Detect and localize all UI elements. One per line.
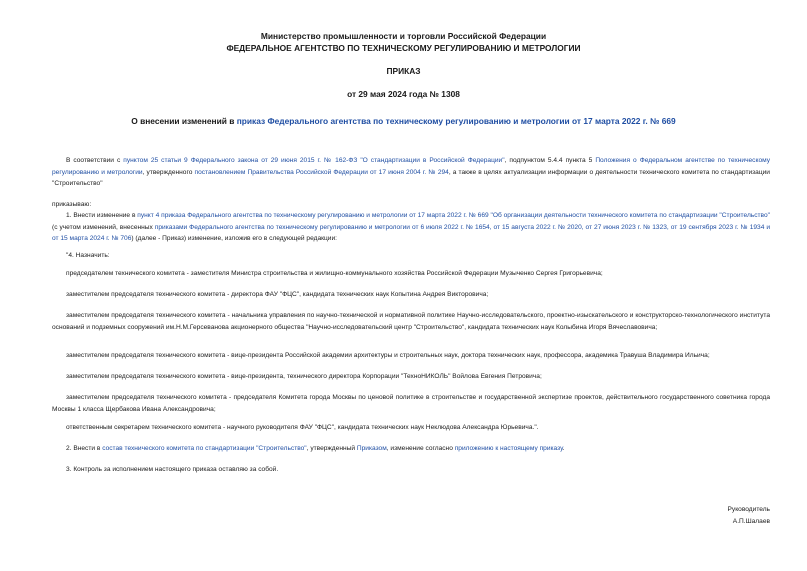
preamble xyxy=(52,155,770,190)
subject-prefix: О внесении изменений в xyxy=(131,116,237,126)
item-1 xyxy=(52,210,770,245)
item2-text: , утвержденный xyxy=(306,445,357,452)
appointee-text: председателем технического комитета - заместителя Министра строительства и жилищно-коммунального хозяйства Российской Федерации Музыченко Сергея Григорьевича; xyxy=(66,270,603,277)
document-subject xyxy=(0,116,807,126)
appointee-text: заместителем председателя технического комитета - начальника управления по научно-технической и нормативной политике Научно-исследовательского, проектно-изыскательского и конструкторско-технологического института оснований и подземных сооружений им.Н.М.Герсеванова акционерного общества "Научно-исследовательский центр "Строительство", кандидата технических наук Колыбина Игоря Вячеславовича; xyxy=(52,312,770,331)
appointee-text: заместителем председателя технического комитета - директора ФАУ "ФЦС", кандидата технических наук Копытина Андрея Викторовича; xyxy=(66,291,489,298)
preamble-text: , утвержденного xyxy=(142,168,195,176)
appointee-text: заместителем председателя технического комитета - вице-президента Российской академии архитектуры и строительных наук, доктора технических наук, профессора, академика Травуша Владимира Ильича; xyxy=(66,352,710,359)
item2-text: . xyxy=(562,445,565,452)
item1-amendments-link[interactable]: приказами Федерального агентства по техническому регулированию и метрологии от 6 июля 2022 г. № 1654, от 15 августа 2022 г. № 2020, от 27 июня 2023 г. № 1323, от 19 сентября 2023 г. № 1934 и от 15 марта 2024 г. № 706 xyxy=(52,223,771,243)
law-link[interactable]: пунктом 25 статьи 9 Федерального закона от 29 июня 2015 г. № 162-ФЗ "О стандартизации в Российской Федерации" xyxy=(123,157,505,164)
item-2 xyxy=(52,443,770,455)
item1-order-link[interactable]: пункт 4 приказа Федерального агентства по техническому регулированию и метрологии от 17 марта 2022 г. № 669 "Об организации деятельности технического комитета по стандартизации "Строительство" xyxy=(137,212,770,219)
appointee-4 xyxy=(52,350,770,362)
committee-composition-link[interactable]: состав технического комитета по стандартизации "Строительство" xyxy=(102,445,307,452)
document-date: от 29 мая 2024 года № 1308 xyxy=(347,89,460,99)
signature-block xyxy=(728,504,770,527)
appointee-3 xyxy=(52,310,770,333)
item3-text: 3. Контроль за исполнением настоящего приказа оставляю за собой. xyxy=(66,466,279,473)
government-decree-link[interactable]: постановлением Правительства Российской Федерации от 17 июня 2004 г. № 294 xyxy=(194,168,449,176)
signer-name: А.П.Шалаев xyxy=(732,517,770,525)
signer-position: Руководитель xyxy=(727,506,770,513)
appointee-6 xyxy=(52,392,770,415)
appointee-7 xyxy=(52,422,770,434)
preamble-text: , подпунктом 5.4.4 пункта 5 xyxy=(504,157,596,164)
point-4-title xyxy=(52,250,770,262)
appointee-5 xyxy=(52,371,770,383)
item2-text: 2. Внести в xyxy=(66,445,103,452)
item1-text: 1. Внести изменение в xyxy=(66,212,138,219)
appointee-1 xyxy=(52,268,770,280)
regulation-link[interactable]: Положения о Федеральном агентстве по техническому регулированию и метрологии xyxy=(52,157,771,176)
item2-text: , изменение согласно xyxy=(386,445,455,452)
appointee-text: заместителем председателя технического комитета - вице-президента, технического директора Корпорации "ТехноНИКОЛЬ" Войлова Евгения Петровича; xyxy=(66,373,542,380)
item1-text: ) (далее - Приказ) изменение, изложив его в следующей редакции: xyxy=(131,235,337,243)
point-4-title-text: "4. Назначить: xyxy=(66,252,110,259)
preamble-text: , а также в целях актуализации информации о деятельности технического комитета по стандартизации "Строительство" xyxy=(52,168,770,188)
agency-name: ФЕДЕРАЛЬНОЕ АГЕНТСТВО ПО ТЕХНИЧЕСКОМУ РЕГУЛИРОВАНИЮ И МЕТРОЛОГИИ xyxy=(226,43,581,53)
appointee-text: заместителем председателя технического комитета - председателя Комитета города Москвы по ценовой политике в строительстве и государственной экспертизе проектов, действительного государственного советника города Москвы 1 класса Щербакова Ивана Александровича; xyxy=(52,394,770,413)
item-3 xyxy=(52,464,770,476)
document-type: ПРИКАЗ xyxy=(386,66,421,76)
order-word xyxy=(52,199,770,211)
appendix-link[interactable]: приложению к настоящему приказу xyxy=(454,445,563,452)
subject-link[interactable]: приказ Федерального агентства по техническому регулированию и метрологии от 17 марта 2022 г. № 669 xyxy=(236,116,676,126)
order-link[interactable]: Приказом xyxy=(356,445,387,452)
appointee-2 xyxy=(52,289,770,301)
order-word-text: приказываю: xyxy=(52,201,92,208)
ministry-name: Министерство промышленности и торговли Российской Федерации xyxy=(260,31,547,41)
appointee-text: ответственным секретарем технического комитета - научного руководителя ФАУ "ФЦС", кандидата технических наук Неклюдова Александра Юрьевича.". xyxy=(66,424,539,431)
preamble-text: В соответствии с xyxy=(66,157,124,164)
item1-text: (с учетом изменений, внесенных xyxy=(52,223,155,231)
